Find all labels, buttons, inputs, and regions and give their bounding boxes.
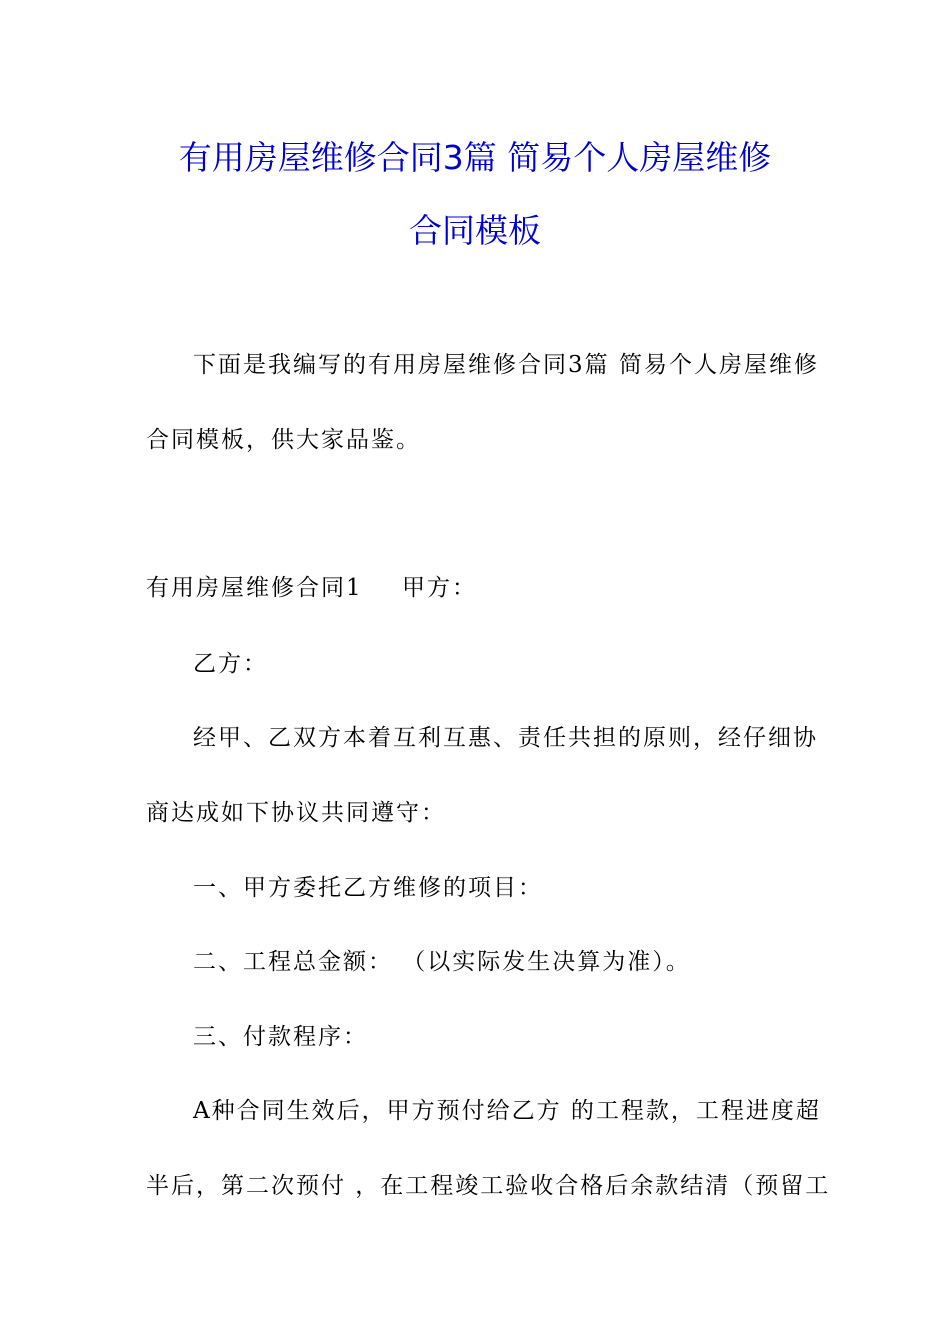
item-1: 一、甲方委托乙方维修的项目： [193, 875, 543, 901]
party-a-label: 甲方： [402, 575, 477, 601]
document-title-line-1: 有用房屋维修合同3篇 简易个人房屋维修 [178, 138, 772, 177]
item-3: 三、付款程序： [193, 1024, 368, 1050]
party-b-label: 乙方： [193, 651, 268, 677]
intro-line-1: 下面是我编写的有用房屋维修合同3篇 简易个人房屋维修 [193, 352, 819, 378]
paragraph-1-line-2: 商达成如下协议共同遵守： [146, 800, 446, 826]
item-2: 二、工程总金额： （以实际发生决算为准）。 [193, 949, 691, 975]
paragraph-2-line-1: A种合同生效后，甲方预付给乙方 的工程款，工程进度超 [193, 1098, 821, 1124]
contract-heading: 有用房屋维修合同1 [146, 575, 363, 601]
paragraph-2-line-2: 半后，第二次预付 ，在工程竣工验收合格后余款结清（预留工 [146, 1173, 831, 1199]
document-title-line-2: 合同模板 [409, 211, 541, 250]
paragraph-1-line-1: 经甲、乙双方本着互利互惠、责任共担的原则，经仔细协 [193, 725, 818, 751]
intro-line-2: 合同模板，供大家品鉴。 [146, 427, 421, 453]
